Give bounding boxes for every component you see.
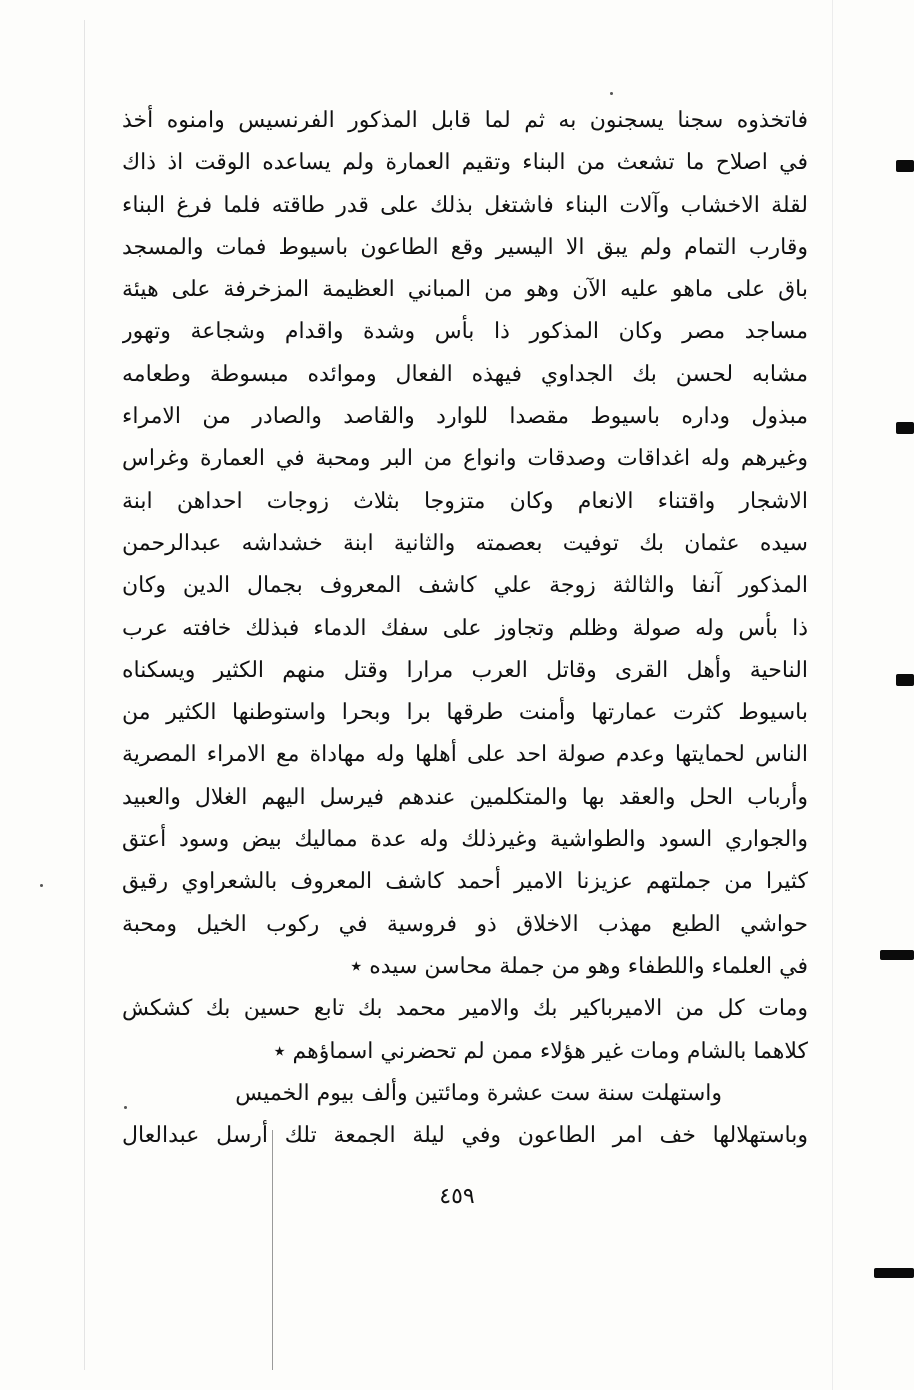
text-line: وأرباب الحل والعقد بها والمتكلمين عندهم فيرسل اليهم الغلال والعبيد [122, 784, 808, 810]
text-line: ذا بأس وله صولة وظلم وتجاوز على سفك الدماء فبذلك خافته عرب [122, 615, 808, 641]
text-line: واستهلت سنة ست عشرة ومائتين وألف بيوم الخميس [235, 1080, 722, 1106]
text-line: ومات كل من الاميرباكير بك والامير محمد بك تابع حسين بك كشكش [122, 996, 808, 1022]
text-line: في اصلاح ما تشعث من البناء وتقيم العمارة ولم يساعده الوقت اذ ذاك [122, 150, 808, 176]
scan-guide-line [272, 1130, 273, 1370]
text-line: مشابه لحسن بك الجداوي فيهذه الفعال وموائده مبسوطة وطعامه [122, 361, 808, 387]
scan-guide-line [84, 20, 85, 1370]
text-line: كثيرا من جملتهم عزيزنا الامير أحمد كاشف المعروف بالشعراوي رقيق [122, 869, 808, 895]
text-line: الناحية وأهل القرى وقاتل العرب مرارا وقتل منهم الكثير ويسكناه [122, 657, 808, 683]
text-line: في العلماء واللطفاء وهو من جملة محاسن سيده ٭ [350, 953, 808, 979]
binding-mark [896, 674, 914, 686]
text-line: كلاهما بالشام ومات غير هؤلاء ممن لم تحضرني اسماؤهم ٭ [273, 1038, 808, 1064]
binding-mark [896, 422, 914, 434]
text-line: لقلة الاخشاب وآلات البناء فاشتغل بذلك على قدر طاقته فلما فرغ البناء [122, 192, 808, 218]
text-line: المذكور آنفا والثالثة زوجة علي كاشف المعروف بجمال الدين وكان [122, 573, 808, 599]
text-line: سيده عثمان بك توفيت بعصمته والثانية ابنة خشداشه عبدالرحمن [122, 530, 808, 556]
text-line: مبذول وداره باسيوط مقصدا للوارد والقاصد والصادر من الامراء [122, 404, 808, 430]
text-line: وغيرهم وله اغداقات وصدقات وانواع من البر ومحبة في العمارة وغراس [122, 446, 808, 472]
binding-mark [896, 160, 914, 172]
paper-speck [40, 884, 43, 887]
paper-speck [610, 92, 613, 95]
page-number: ٤٥٩ [439, 1184, 475, 1209]
text-line: باسيوط كثرت عمارتها وأمنت طرقها برا وبحرا واستوطنها الكثير من [122, 700, 808, 726]
text-line: فاتخذوه سجنا يسجنون به ثم لما قابل المذكور الفرنسيس وامنوه أخذ [122, 108, 808, 133]
text-line: حواشي الطبع مهذب الاخلاق ذو فروسية في ركوب الخيل ومحبة [122, 911, 808, 937]
text-line: وباستهلالها خف امر الطاعون وفي ليلة الجمعة تلك أرسل عبدالعال [122, 1123, 808, 1149]
text-line: باق على ماهو عليه الآن وهو من المباني العظيمة المزخرفة على هيئة [122, 277, 808, 303]
text-line: الاشجار واقتناء الانعام وكان متزوجا بثلاث زوجات احداهن ابنة [122, 488, 808, 514]
text-line: الناس لحمايتها وعدم صولة احد على أهلها وله مهاداة مع الامراء المصرية [122, 742, 808, 768]
binding-mark [880, 950, 914, 960]
text-line: وقارب التمام ولم يبق الا اليسير وقع الطاعون باسيوط فمات والمسجد [122, 234, 808, 260]
page-body-text [122, 100, 808, 1157]
binding-mark [874, 1268, 914, 1278]
text-line: والجواري السود والطواشية وغيرذلك وله عدة مماليك بيض وسود أعتق [122, 827, 808, 853]
scan-guide-line [832, 0, 833, 1390]
text-line: مساجد مصر وكان المذكور ذا بأس وشدة واقدام وشجاعة وتهور [122, 319, 808, 345]
